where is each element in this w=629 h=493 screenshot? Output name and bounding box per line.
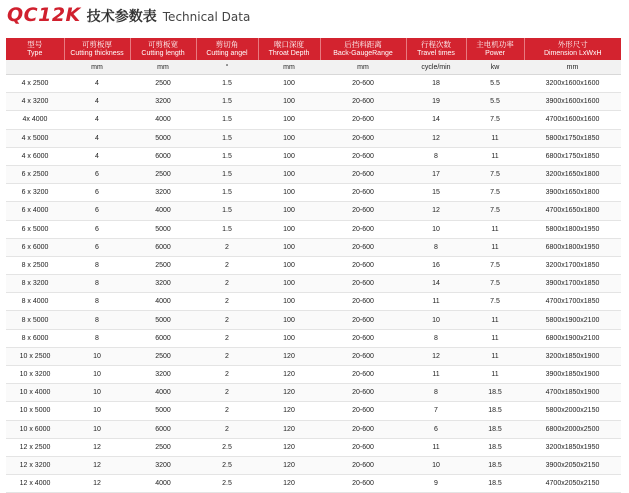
table-row	[6, 347, 621, 365]
table-cell: 3200	[130, 275, 196, 293]
table-cell: 5000	[130, 129, 196, 147]
table-cell: 18	[406, 75, 466, 93]
column-header-cn: 后挡料距离	[344, 40, 382, 49]
table-row	[6, 420, 621, 438]
table-cell: 1.5	[196, 202, 258, 220]
table-cell: 6	[64, 165, 130, 183]
table-cell: 6 x 6000	[6, 238, 64, 256]
column-header	[524, 38, 621, 60]
table-cell: 8 x 6000	[6, 329, 64, 347]
column-header-en: Type	[27, 50, 43, 57]
column-header-en: Back-GaugeRange	[333, 50, 393, 57]
table-cell: 18.5	[466, 402, 524, 420]
table-header-row	[6, 38, 621, 60]
table-cell: 7.5	[466, 165, 524, 183]
table-cell: 8 x 2500	[6, 256, 64, 274]
table-cell: 1.5	[196, 165, 258, 183]
column-header-cn: 型号	[27, 40, 43, 49]
table-cell: 4 x 5000	[6, 129, 64, 147]
table-cell: 100	[258, 311, 320, 329]
table-cell: 2.5	[196, 438, 258, 456]
table-cell: 6800x2000x2500	[524, 420, 621, 438]
table-cell: 12	[64, 438, 130, 456]
unit-cell: mm	[64, 60, 130, 75]
table-cell: 5800x1750x1850	[524, 129, 621, 147]
table-cell: 5000	[130, 402, 196, 420]
table-cell: 4700x2050x2150	[524, 475, 621, 493]
table-cell: 7.5	[466, 256, 524, 274]
table-cell: 18.5	[466, 456, 524, 474]
table-row	[6, 275, 621, 293]
table-cell: 4000	[130, 111, 196, 129]
table-cell: 100	[258, 75, 320, 93]
table-cell: 100	[258, 93, 320, 111]
table-row	[6, 129, 621, 147]
table-cell: 100	[258, 275, 320, 293]
table-cell: 100	[258, 165, 320, 183]
table-cell: 4700x1850x1900	[524, 384, 621, 402]
table-cell: 20-600	[320, 438, 406, 456]
table-row	[6, 111, 621, 129]
unit-cell	[6, 60, 64, 75]
column-header	[258, 38, 320, 60]
table-cell: 10 x 3200	[6, 366, 64, 384]
column-header-cn: 喉口深度	[274, 40, 304, 49]
table-cell: 10 x 4000	[6, 384, 64, 402]
table-cell: 8	[64, 329, 130, 347]
table-cell: 8	[406, 147, 466, 165]
table-cell: 3200	[130, 93, 196, 111]
table-cell: 18.5	[466, 420, 524, 438]
table-cell: 120	[258, 420, 320, 438]
table-cell: 12 x 4000	[6, 475, 64, 493]
table-cell: 6000	[130, 420, 196, 438]
table-cell: 2500	[130, 438, 196, 456]
table-cell: 6800x1750x1850	[524, 147, 621, 165]
column-header	[64, 38, 130, 60]
table-row	[6, 329, 621, 347]
table-cell: 100	[258, 147, 320, 165]
table-cell: 4000	[130, 293, 196, 311]
table-cell: 1.5	[196, 184, 258, 202]
table-cell: 20-600	[320, 420, 406, 438]
table-cell: 6	[406, 420, 466, 438]
column-header-en: Travel times	[417, 50, 455, 57]
table-cell: 4 x 6000	[6, 147, 64, 165]
table-cell: 4700x1600x1600	[524, 111, 621, 129]
table-cell: 20-600	[320, 184, 406, 202]
table-cell: 2	[196, 256, 258, 274]
table-cell: 11	[406, 438, 466, 456]
column-header	[130, 38, 196, 60]
column-header-en: Cutting thickness	[70, 50, 124, 57]
table-cell: 2500	[130, 75, 196, 93]
table-cell: 20-600	[320, 329, 406, 347]
table-cell: 10	[64, 402, 130, 420]
table-cell: 20-600	[320, 347, 406, 365]
table-cell: 3200	[130, 456, 196, 474]
unit-cell: mm	[524, 60, 621, 75]
table-cell: 2	[196, 366, 258, 384]
table-cell: 2	[196, 402, 258, 420]
table-row	[6, 93, 621, 111]
column-header	[6, 38, 64, 60]
table-cell: 4	[64, 129, 130, 147]
units-row	[6, 60, 621, 75]
table-cell: 120	[258, 402, 320, 420]
table-cell: 9	[406, 475, 466, 493]
table-cell: 8	[64, 293, 130, 311]
table-cell: 20-600	[320, 111, 406, 129]
table-cell: 20-600	[320, 475, 406, 493]
table-cell: 2.5	[196, 456, 258, 474]
table-cell: 120	[258, 475, 320, 493]
table-cell: 5.5	[466, 93, 524, 111]
table-cell: 18.5	[466, 475, 524, 493]
page-title	[7, 4, 250, 30]
title-english: Technical Data	[162, 10, 251, 24]
table-cell: 5000	[130, 220, 196, 238]
table-row	[6, 475, 621, 493]
table-cell: 20-600	[320, 165, 406, 183]
table-cell: 12	[406, 347, 466, 365]
model-name: QC12K	[7, 4, 81, 26]
table-cell: 8	[406, 238, 466, 256]
table-cell: 18.5	[466, 438, 524, 456]
table-cell: 5.5	[466, 75, 524, 93]
table-cell: 2.5	[196, 475, 258, 493]
table-cell: 11	[466, 329, 524, 347]
table-cell: 3200	[130, 184, 196, 202]
column-header-en: Cutting angel	[206, 50, 248, 57]
column-header	[406, 38, 466, 60]
table-cell: 11	[466, 238, 524, 256]
column-header-en: Dimension LxWxH	[543, 50, 602, 57]
table-cell: 20-600	[320, 202, 406, 220]
table-cell: 4	[64, 75, 130, 93]
table-cell: 8 x 5000	[6, 311, 64, 329]
table-cell: 10 x 6000	[6, 420, 64, 438]
technical-data-table	[6, 38, 621, 493]
table-cell: 1.5	[196, 220, 258, 238]
table-cell: 3200x1600x1600	[524, 75, 621, 93]
table-cell: 11	[466, 147, 524, 165]
table-cell: 2	[196, 384, 258, 402]
column-header-cn: 主电机功率	[476, 40, 514, 49]
table-cell: 4000	[130, 384, 196, 402]
table-cell: 6 x 3200	[6, 184, 64, 202]
table-cell: 100	[258, 220, 320, 238]
table-cell: 20-600	[320, 220, 406, 238]
column-header-cn: 可剪板厚	[82, 40, 112, 49]
table-cell: 2	[196, 311, 258, 329]
table-cell: 8	[64, 275, 130, 293]
table-cell: 100	[258, 238, 320, 256]
table-body	[6, 60, 621, 493]
table-cell: 100	[258, 111, 320, 129]
table-cell: 1.5	[196, 75, 258, 93]
table-cell: 11	[466, 129, 524, 147]
table-cell: 120	[258, 438, 320, 456]
table-row	[6, 220, 621, 238]
table-cell: 3200x1850x1950	[524, 438, 621, 456]
table-row	[6, 311, 621, 329]
column-header-cn: 外形尺寸	[557, 40, 588, 49]
table-cell: 10	[64, 347, 130, 365]
unit-cell: °	[196, 60, 258, 75]
title-chinese: 技术参数表	[86, 9, 157, 25]
table-cell: 3200x1650x1800	[524, 165, 621, 183]
table-cell: 2	[196, 275, 258, 293]
table-cell: 120	[258, 456, 320, 474]
column-header-en: Throat Depth	[268, 50, 310, 57]
table-cell: 7	[406, 402, 466, 420]
table-row	[6, 366, 621, 384]
table-cell: 5800x1900x2100	[524, 311, 621, 329]
table-cell: 10	[64, 366, 130, 384]
table-cell: 4x 4000	[6, 111, 64, 129]
table-cell: 20-600	[320, 275, 406, 293]
table-cell: 6 x 4000	[6, 202, 64, 220]
table-row	[6, 402, 621, 420]
table-cell: 10	[406, 456, 466, 474]
table-cell: 16	[406, 256, 466, 274]
table-cell: 2500	[130, 256, 196, 274]
table-cell: 2	[196, 329, 258, 347]
table-cell: 18.5	[466, 384, 524, 402]
table-cell: 3900x2050x2150	[524, 456, 621, 474]
table-cell: 4	[64, 111, 130, 129]
table-cell: 4	[64, 147, 130, 165]
table-cell: 3200x1700x1850	[524, 256, 621, 274]
table-cell: 10 x 2500	[6, 347, 64, 365]
table-cell: 1.5	[196, 147, 258, 165]
column-header-cn: 行程次数	[421, 40, 451, 49]
table-row	[6, 384, 621, 402]
table-cell: 20-600	[320, 366, 406, 384]
table-cell: 100	[258, 202, 320, 220]
table-cell: 4 x 2500	[6, 75, 64, 93]
table-cell: 15	[406, 184, 466, 202]
table-cell: 12	[406, 202, 466, 220]
table-cell: 12	[64, 456, 130, 474]
unit-cell: mm	[130, 60, 196, 75]
table-cell: 14	[406, 111, 466, 129]
table-cell: 2	[196, 238, 258, 256]
table-row	[6, 256, 621, 274]
table-cell: 7.5	[466, 275, 524, 293]
table-row	[6, 147, 621, 165]
table-cell: 2500	[130, 165, 196, 183]
table-cell: 11	[406, 293, 466, 311]
column-header-cn: 可剪板宽	[148, 40, 178, 49]
table-cell: 17	[406, 165, 466, 183]
column-header	[320, 38, 406, 60]
table-cell: 11	[466, 366, 524, 384]
unit-cell: mm	[320, 60, 406, 75]
table-cell: 8	[64, 256, 130, 274]
table-cell: 11	[406, 366, 466, 384]
table-cell: 1.5	[196, 129, 258, 147]
table-cell: 8 x 4000	[6, 293, 64, 311]
table-cell: 2	[196, 420, 258, 438]
table-cell: 10	[406, 311, 466, 329]
column-header-en: Power	[485, 50, 505, 57]
unit-cell: mm	[258, 60, 320, 75]
column-header-en: Cutting length	[141, 50, 185, 57]
table-cell: 10	[406, 220, 466, 238]
table-cell: 1.5	[196, 111, 258, 129]
column-header	[196, 38, 258, 60]
table-cell: 4	[64, 93, 130, 111]
table-cell: 14	[406, 275, 466, 293]
table-cell: 100	[258, 256, 320, 274]
table-cell: 100	[258, 329, 320, 347]
unit-cell: kw	[466, 60, 524, 75]
table-cell: 20-600	[320, 129, 406, 147]
table-cell: 6 x 5000	[6, 220, 64, 238]
table-cell: 120	[258, 366, 320, 384]
table-cell: 12	[64, 475, 130, 493]
table-cell: 20-600	[320, 456, 406, 474]
table-cell: 20-600	[320, 293, 406, 311]
table-cell: 5800x1800x1950	[524, 220, 621, 238]
table-cell: 3900x1850x1900	[524, 366, 621, 384]
table-row	[6, 293, 621, 311]
table-cell: 6000	[130, 238, 196, 256]
table-cell: 7.5	[466, 111, 524, 129]
table-cell: 6	[64, 220, 130, 238]
table-cell: 2	[196, 347, 258, 365]
table-cell: 6800x1800x1950	[524, 238, 621, 256]
table-cell: 6800x1900x2100	[524, 329, 621, 347]
table-cell: 3200	[130, 366, 196, 384]
table-cell: 4000	[130, 202, 196, 220]
table-cell: 8	[406, 384, 466, 402]
table-cell: 1.5	[196, 93, 258, 111]
table-cell: 20-600	[320, 147, 406, 165]
table-cell: 6000	[130, 329, 196, 347]
column-header-cn: 剪切角	[215, 40, 239, 49]
table-cell: 12	[406, 129, 466, 147]
table-row	[6, 165, 621, 183]
table-cell: 3900x1600x1600	[524, 93, 621, 111]
table-cell: 10 x 5000	[6, 402, 64, 420]
table-row	[6, 438, 621, 456]
table-cell: 100	[258, 293, 320, 311]
table-cell: 100	[258, 129, 320, 147]
table-cell: 5800x2000x2150	[524, 402, 621, 420]
table-cell: 8 x 3200	[6, 275, 64, 293]
table-cell: 3200x1850x1900	[524, 347, 621, 365]
table-cell: 8	[64, 311, 130, 329]
table-cell: 7.5	[466, 293, 524, 311]
table-cell: 4700x1650x1800	[524, 202, 621, 220]
table-cell: 7.5	[466, 202, 524, 220]
table-cell: 20-600	[320, 75, 406, 93]
table-cell: 20-600	[320, 402, 406, 420]
table-cell: 20-600	[320, 93, 406, 111]
table-cell: 20-600	[320, 311, 406, 329]
column-header	[466, 38, 524, 60]
table-cell: 20-600	[320, 384, 406, 402]
table-cell: 11	[466, 311, 524, 329]
table-cell: 12 x 3200	[6, 456, 64, 474]
table-cell: 6 x 2500	[6, 165, 64, 183]
table-row	[6, 184, 621, 202]
table-cell: 20-600	[320, 238, 406, 256]
table-cell: 12 x 2500	[6, 438, 64, 456]
table-cell: 11	[466, 220, 524, 238]
table-cell: 120	[258, 347, 320, 365]
table-cell: 6	[64, 238, 130, 256]
table-cell: 7.5	[466, 184, 524, 202]
table-cell: 4700x1700x1850	[524, 293, 621, 311]
table-cell: 11	[466, 347, 524, 365]
table-row	[6, 75, 621, 93]
table-cell: 6000	[130, 147, 196, 165]
table-row	[6, 238, 621, 256]
table-cell: 3900x1700x1850	[524, 275, 621, 293]
table-cell: 6	[64, 202, 130, 220]
table-cell: 3900x1650x1800	[524, 184, 621, 202]
table-cell: 4 x 3200	[6, 93, 64, 111]
table-cell: 120	[258, 384, 320, 402]
table-row	[6, 202, 621, 220]
table-cell: 8	[406, 329, 466, 347]
table-cell: 5000	[130, 311, 196, 329]
unit-cell: cycle/min	[406, 60, 466, 75]
table-cell: 20-600	[320, 256, 406, 274]
table-cell: 2500	[130, 347, 196, 365]
table-cell: 10	[64, 420, 130, 438]
table-cell: 100	[258, 184, 320, 202]
table-cell: 2	[196, 293, 258, 311]
table-cell: 10	[64, 384, 130, 402]
table-cell: 19	[406, 93, 466, 111]
table-cell: 4000	[130, 475, 196, 493]
table-cell: 6	[64, 184, 130, 202]
